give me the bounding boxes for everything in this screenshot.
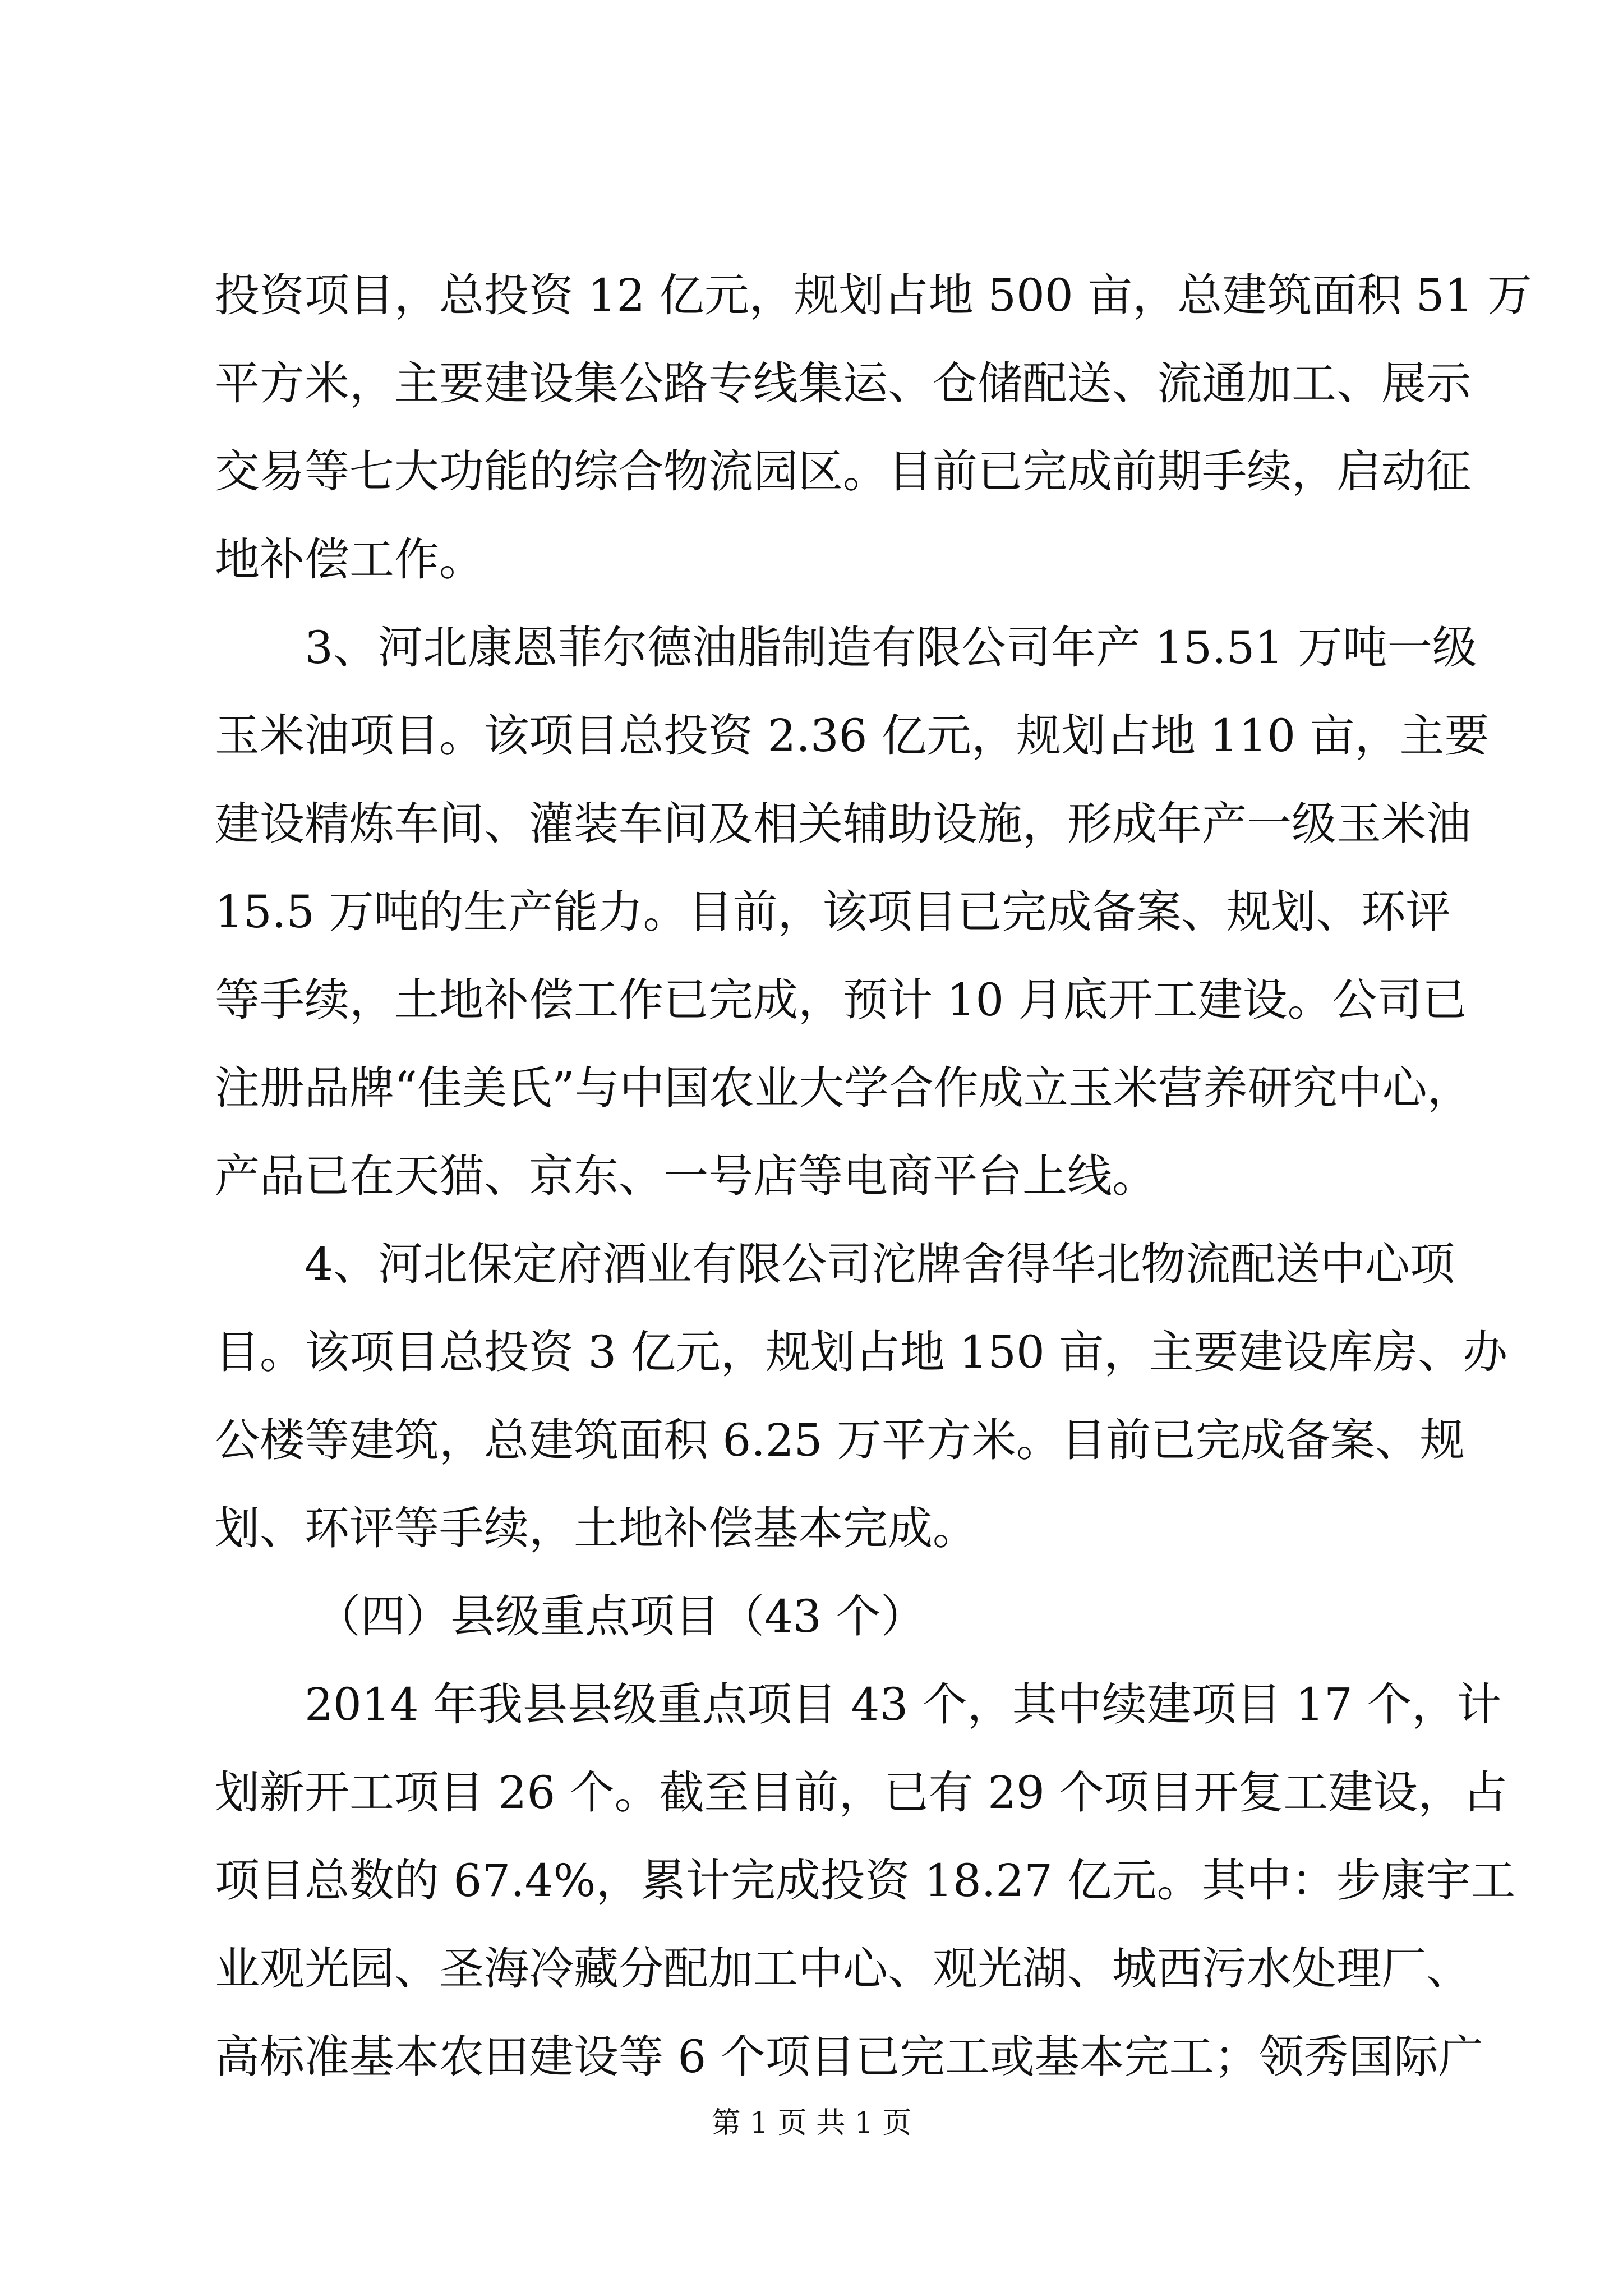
text-line: 项目总数的 67.4%，累计完成投资 18.27 亿元。其中：步康宇工: [215, 1855, 1516, 1907]
text-line: 15.5 万吨的生产能力。目前，该项目已完成备案、规划、环评: [215, 886, 1451, 938]
text-line: 建设精炼车间、灌装车间及相关辅助设施，形成年产一级玉米油: [215, 798, 1471, 850]
text-line: 目。该项目总投资 3 亿元，规划占地 150 亩，主要建设库房、办: [215, 1326, 1508, 1378]
document-body: [215, 251, 1532, 2101]
text-line: 地补偿工作。: [215, 533, 484, 586]
text-line: 高标准基本农田建设等 6 个项目已完工或基本完工；领秀国际广: [215, 2031, 1483, 2083]
text-line: 划新开工项目 26 个。截至目前，已有 29 个项目开复工建设，占: [215, 1766, 1508, 1819]
section-heading: （四）县级重点项目（43 个）: [316, 1590, 926, 1642]
text-line: 业观光园、圣海冷藏分配加工中心、观光湖、城西污水处理厂、: [215, 1943, 1471, 1995]
text-line: 注册品牌“佳美氏”与中国农业大学合作成立玉米营养研究中心，: [215, 1062, 1472, 1114]
text-line: 交易等七大功能的综合物流园区。目前已完成前期手续，启动征: [215, 445, 1471, 498]
text-line: 公楼等建筑，总建筑面积 6.25 万平方米。目前已完成备案、规: [215, 1414, 1465, 1466]
text-line: 4、河北保定府酒业有限公司沱牌舍得华北物流配送中心项: [305, 1238, 1455, 1290]
text-line: 等手续，土地补偿工作已完成，预计 10 月底开工建设。公司已: [215, 974, 1467, 1026]
text-line: 玉米油项目。该项目总投资 2.36 亿元，规划占地 110 亩，主要: [215, 710, 1490, 762]
text-line: 3、河北康恩菲尔德油脂制造有限公司年产 15.51 万吨一级: [305, 622, 1477, 674]
text-line: 平方米，主要建设集公路专线集运、仓储配送、流通加工、展示: [215, 357, 1471, 409]
page-footer: 第 1 页 共 1 页: [711, 2106, 912, 2140]
text-line: 投资项目，总投资 12 亿元，规划占地 500 亩，总建筑面积 51 万: [215, 269, 1532, 321]
text-line: 产品已在天猫、京东、一号店等电商平台上线。: [215, 1150, 1157, 1202]
text-line: 2014 年我县县级重点项目 43 个，其中续建项目 17 个，计: [305, 1678, 1502, 1731]
text-line: 划、环评等手续，土地补偿基本完成。: [215, 1502, 978, 1554]
